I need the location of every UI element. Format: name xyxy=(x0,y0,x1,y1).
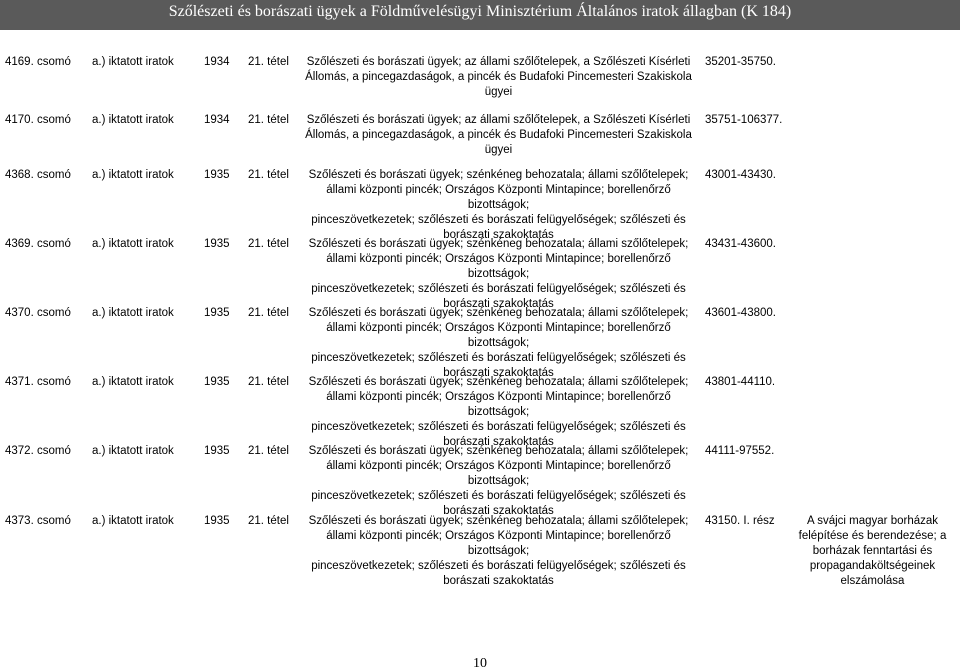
description-line: Szőlészeti és borászati ügyek; szénkéneg behozatala; állami szőlőtelepek; xyxy=(308,445,689,457)
row-description xyxy=(300,113,697,158)
row-category: a.) iktatott iratok xyxy=(92,238,174,250)
row-year: 1935 xyxy=(204,376,230,388)
description-line: állami központi pincék; Országos Központi Mintapince; borellenőrző bizottságok; xyxy=(326,530,671,557)
description-line: állami központi pincék; Országos Központi Mintapince; borellenőrző bizottságok; xyxy=(326,460,671,487)
description-line: pinceszövetkezetek; szőlészeti és borászati felügyelőségek; szőlészeti és xyxy=(311,421,686,433)
description-line: borászati szakoktatás xyxy=(443,436,554,448)
description-line: pinceszövetkezetek; szőlészeti és borászati felügyelőségek; szőlészeti és xyxy=(311,560,686,572)
description-line: pinceszövetkezetek; szőlészeti és borászati felügyelőségek; szőlészeti és xyxy=(311,214,686,226)
row-number: 4170. csomó xyxy=(5,114,71,126)
row-category: a.) iktatott iratok xyxy=(92,515,174,527)
description-line: Szőlészeti és borászati ügyek; szénkéneg behozatala; állami szőlőtelepek; xyxy=(308,238,689,250)
row-description xyxy=(300,444,697,519)
row-year: 1935 xyxy=(204,307,230,319)
row-description xyxy=(300,55,697,100)
row-tetel: 21. tétel xyxy=(248,307,289,319)
row-number: 4372. csomó xyxy=(5,445,71,457)
row-note xyxy=(790,514,955,589)
note-line: felépítése és berendezése; a xyxy=(798,530,947,542)
row-description xyxy=(300,306,697,381)
row-category: a.) iktatott iratok xyxy=(92,307,174,319)
note-line: borházak fenntartási és xyxy=(812,545,933,557)
description-line: Szőlészeti és borászati ügyek; szénkéneg behozatala; állami szőlőtelepek; xyxy=(308,515,689,527)
row-year: 1935 xyxy=(204,169,230,181)
description-line: borászati szakoktatás xyxy=(443,298,554,310)
description-line: állami központi pincék; Országos Központi Mintapince; borellenőrző bizottságok; xyxy=(326,322,671,349)
description-line: borászati szakoktatás xyxy=(443,229,554,241)
description-line: Állomás, a pincegazdaságok, a pincék és Budafoki Pincemesteri Szakiskola xyxy=(305,71,692,83)
note-line: propagandaköltségeinek xyxy=(809,560,936,572)
note-line: A svájci magyar borházak xyxy=(806,515,939,527)
row-tetel: 21. tétel xyxy=(248,515,289,527)
row-range: 35201-35750. xyxy=(705,56,776,68)
description-line: Szőlészeti és borászati ügyek; szénkéneg behozatala; állami szőlőtelepek; xyxy=(308,376,689,388)
description-line: ügyei xyxy=(484,86,513,98)
row-year: 1934 xyxy=(204,114,230,126)
row-category: a.) iktatott iratok xyxy=(92,169,174,181)
row-category: a.) iktatott iratok xyxy=(92,445,174,457)
row-number: 4370. csomó xyxy=(5,307,71,319)
description-line: borászati szakoktatás xyxy=(443,575,554,587)
row-year: 1934 xyxy=(204,56,230,68)
note-line: elszámolása xyxy=(840,575,905,587)
row-range: 43150. I. rész xyxy=(705,515,775,527)
row-category: a.) iktatott iratok xyxy=(92,114,174,126)
page-number: 10 xyxy=(473,656,487,671)
row-description xyxy=(300,168,697,243)
row-description xyxy=(300,514,697,589)
description-line: Állomás, a pincegazdaságok, a pincék és Budafoki Pincemesteri Szakiskola xyxy=(305,129,692,141)
row-year: 1935 xyxy=(204,445,230,457)
row-tetel: 21. tétel xyxy=(248,169,289,181)
row-number: 4368. csomó xyxy=(5,169,71,181)
row-year: 1935 xyxy=(204,238,230,250)
row-description xyxy=(300,375,697,450)
description-line: ügyei xyxy=(484,144,513,156)
row-year: 1935 xyxy=(204,515,230,527)
row-category: a.) iktatott iratok xyxy=(92,376,174,388)
description-line: állami központi pincék; Országos Központi Mintapince; borellenőrző bizottságok; xyxy=(326,184,671,211)
row-tetel: 21. tétel xyxy=(248,114,289,126)
row-range: 43801-44110. xyxy=(705,376,776,388)
description-line: pinceszövetkezetek; szőlészeti és borászati felügyelőségek; szőlészeti és xyxy=(311,490,686,502)
row-tetel: 21. tétel xyxy=(248,445,289,457)
row-number: 4369. csomó xyxy=(5,238,71,250)
page-header-title: Szőlészeti és borászati ügyek a Földművelésügyi Minisztérium Általános iratok állagban (K 184) xyxy=(168,3,792,20)
description-line: Szőlészeti és borászati ügyek; szénkéneg behozatala; állami szőlőtelepek; xyxy=(308,169,689,181)
row-number: 4373. csomó xyxy=(5,515,71,527)
description-line: Szőlészeti és borászati ügyek; az állami szőlőtelepek, a Szőlészeti Kísérleti xyxy=(306,56,691,68)
row-number: 4371. csomó xyxy=(5,376,71,388)
description-line: borászati szakoktatás xyxy=(443,505,554,517)
description-line: Szőlészeti és borászati ügyek; az állami szőlőtelepek, a Szőlészeti Kísérleti xyxy=(306,114,691,126)
description-line: pinceszövetkezetek; szőlészeti és borászati felügyelőségek; szőlészeti és xyxy=(311,283,686,295)
description-line: állami központi pincék; Országos Központi Mintapince; borellenőrző bizottságok; xyxy=(326,391,671,418)
description-line: Szőlészeti és borászati ügyek; szénkéneg behozatala; állami szőlőtelepek; xyxy=(308,307,689,319)
row-number: 4169. csomó xyxy=(5,56,71,68)
row-range: 35751-106377. xyxy=(705,114,783,126)
row-tetel: 21. tétel xyxy=(248,376,289,388)
row-range: 43431-43600. xyxy=(705,238,776,250)
row-tetel: 21. tétel xyxy=(248,238,289,250)
row-description xyxy=(300,237,697,312)
description-line: borászati szakoktatás xyxy=(443,367,554,379)
row-tetel: 21. tétel xyxy=(248,56,289,68)
row-range: 43601-43800. xyxy=(705,307,776,319)
description-line: állami központi pincék; Országos Központi Mintapince; borellenőrző bizottságok; xyxy=(326,253,671,280)
description-line: pinceszövetkezetek; szőlészeti és borászati felügyelőségek; szőlészeti és xyxy=(311,352,686,364)
row-range: 43001-43430. xyxy=(705,169,776,181)
row-range: 44111-97552. xyxy=(705,445,775,457)
row-category: a.) iktatott iratok xyxy=(92,56,174,68)
page-header xyxy=(0,0,960,30)
